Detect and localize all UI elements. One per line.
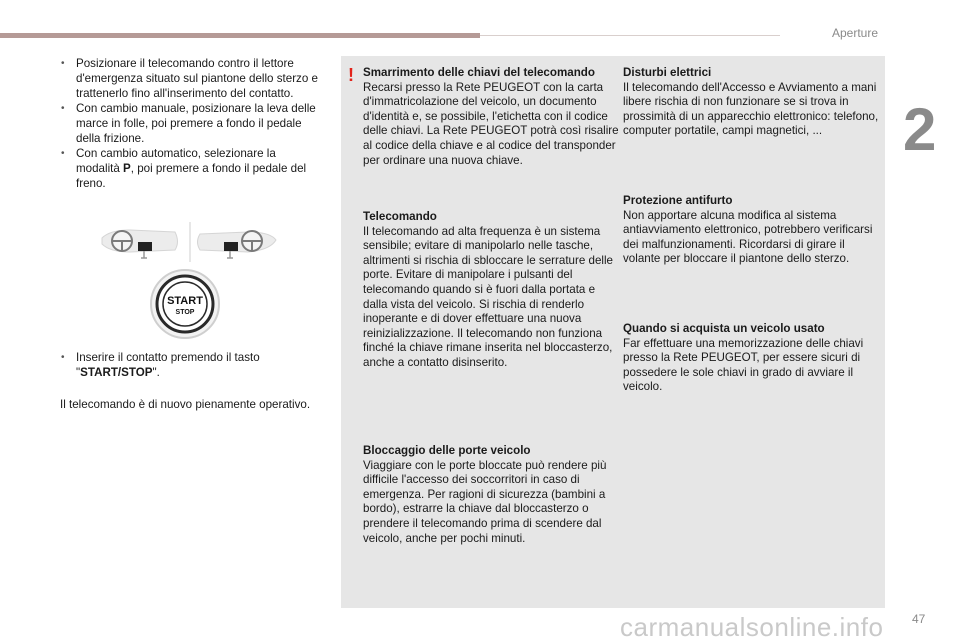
step-3-text: Con cambio automatico, selezionare la modalità	[76, 147, 276, 175]
step-3	[60, 146, 318, 191]
right-pedal-illustration	[198, 231, 277, 258]
chapter-number: 2	[903, 96, 937, 163]
step-1: • Posizionare il telecomando contro il lettore d'emergenza situato sul piantone dello sterzo e trattenerlo fino all'inserimento del contatto.	[60, 56, 318, 101]
warning-icon: !	[348, 65, 354, 85]
stop-label: STOP	[175, 309, 195, 316]
step-3-bold: P	[123, 162, 131, 175]
electrical-body: Il telecomando dell'Accesso e Avviamento a mani libere rischia di non funzionare se si trova in prossimità di un apparecchio elettronico: telefono, computer portatile, campi magnetici, ...	[623, 80, 879, 138]
antitheft-note	[623, 194, 879, 267]
antitheft-body: Non apportare alcuna modifica al sistema antiavviamento elettronico, potrebbero verificarsi dei malfunzionamenti. Ricordarsi di girare il volante per bloccare il piantone dello sterzo.	[623, 208, 873, 266]
step-3-text-end: , poi premere a fondo il pedale del freno.	[76, 162, 307, 190]
procedure-steps	[60, 56, 318, 191]
step-4-bold: START/STOP	[80, 366, 153, 379]
antitheft-title: Protezione antifurto	[623, 194, 733, 207]
step-4	[60, 350, 318, 380]
remote-title: Telecomando	[363, 210, 437, 223]
header-rule	[0, 33, 480, 38]
pedals-and-start-button-illustration	[100, 222, 280, 340]
step-4-text-end: ".	[152, 366, 160, 379]
watermark: carmanualsonline.info	[620, 612, 884, 640]
page-number: 47	[912, 612, 926, 626]
used-vehicle-note	[623, 322, 879, 395]
electrical-note	[623, 66, 879, 139]
door-lock-body: Viaggiare con le porte bloccate può rendere più difficile l'accesso dei soccorritori in caso di emergenza. Per ragioni di sicurezza (bambini a bordo), estrarre la chiave dal bloccasterzo o prendere il telecomando prima di scendere dal veicolo, anche per pochi minuti.	[363, 458, 607, 545]
lost-keys-body: Recarsi presso la Rete PEUGEOT con la carta d'immatricolazione del veicolo, un documento d'identità e, se possibile, l'etichetta con il codice delle chiavi. La Rete PEUGEOT potrà così risalire al codice della chiave e al codice del transponder per ordinare una nuova chiave.	[363, 80, 619, 167]
lost-keys-title: Smarrimento delle chiavi del telecomando	[363, 66, 595, 79]
used-vehicle-title: Quando si acquista un veicolo usato	[623, 322, 825, 335]
electrical-title: Disturbi elettrici	[623, 66, 712, 79]
start-label: START	[167, 295, 203, 307]
step-2: • Con cambio manuale, posizionare la leva delle marce in folle, poi premere a fondo il pedale della frizione.	[60, 101, 318, 146]
start-step	[60, 350, 318, 380]
lost-keys-note	[363, 66, 619, 168]
start-stop-button-icon	[151, 270, 219, 338]
restored-note: Il telecomando è di nuovo pienamente operativo.	[60, 398, 311, 411]
used-vehicle-body: Far effettuare una memorizzazione delle chiavi presso la Rete PEUGEOT, per essere sicuri di possedere le sole chiavi in grado di avviare il veicolo.	[623, 336, 864, 394]
remote-body: Il telecomando ad alta frequenza è un sistema sensibile; evitare di manipolarlo nelle tasche, altrimenti si rischia di sbloccare le serrature delle porte. Evitare di manipolare i pulsanti del telecomando quando si è fuori dalla portata e dalla vista del veicolo. Si rischia di renderlo inoperante e di dover effettuare una nuova reinizializzazione. Il telecomando non funziona finché la chiave rimane inserita nel bloccasterzo, anche a contatto disinserito.	[363, 224, 614, 369]
door-lock-note	[363, 444, 619, 546]
header-rule-thin	[480, 35, 780, 36]
section-label: Aperture	[832, 26, 879, 40]
left-pedal-illustration	[102, 230, 178, 258]
step-4-text: Inserire il contatto premendo il tasto "	[76, 351, 260, 379]
door-lock-title: Bloccaggio delle porte veicolo	[363, 444, 531, 457]
remote-note	[363, 210, 619, 371]
